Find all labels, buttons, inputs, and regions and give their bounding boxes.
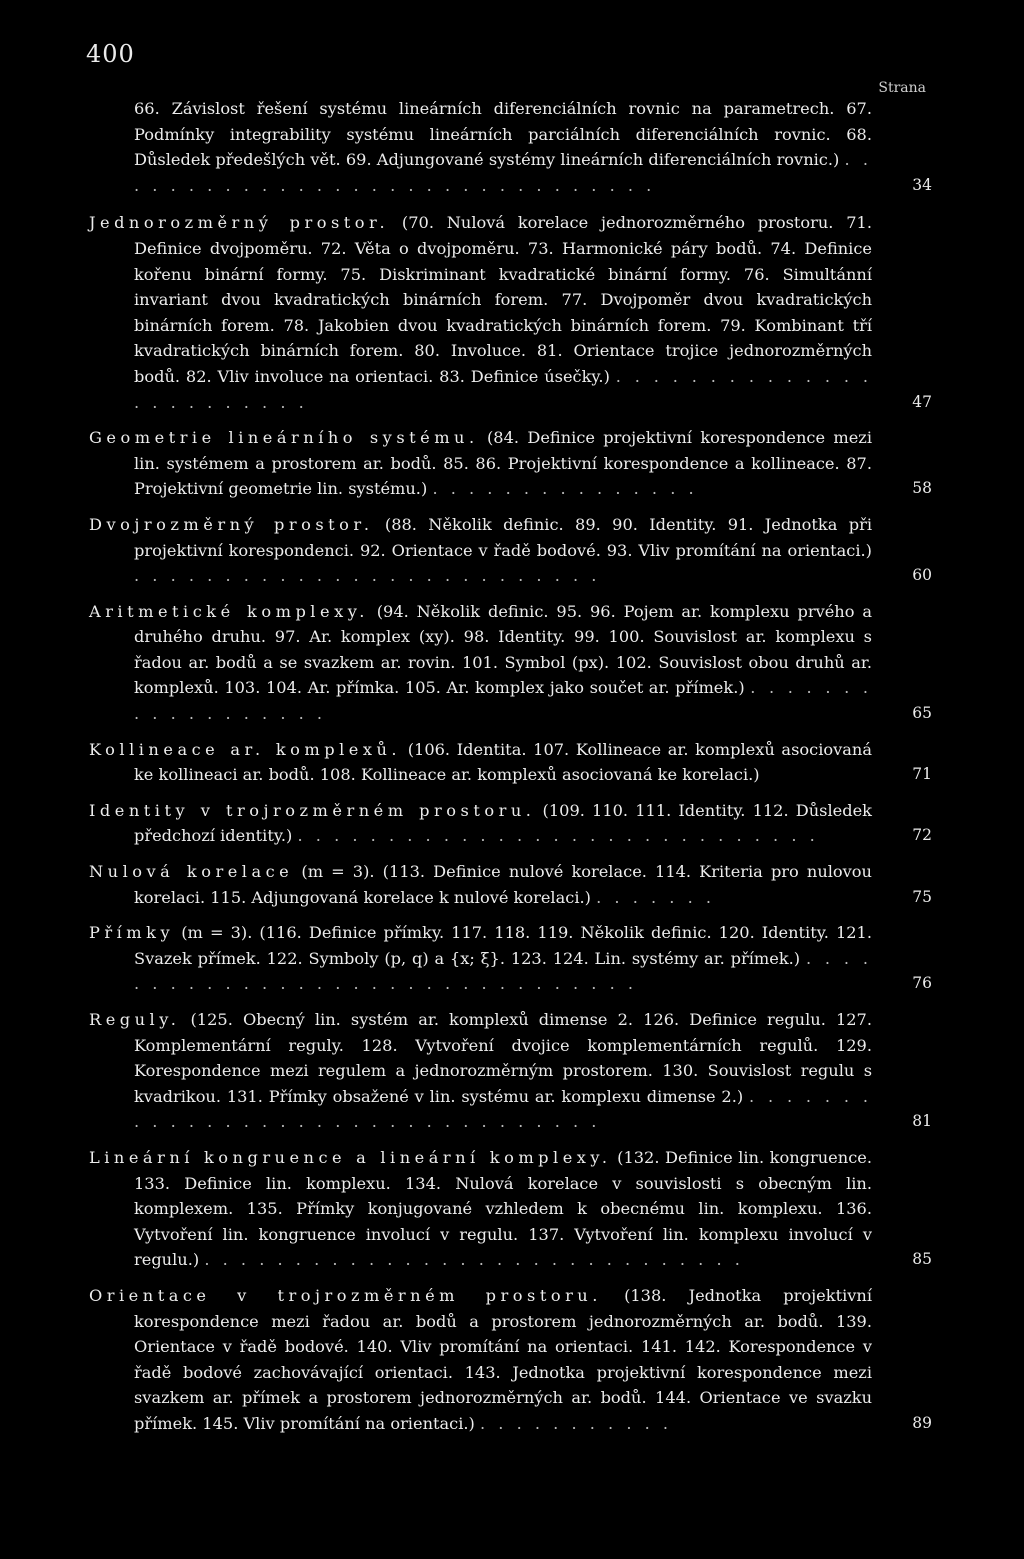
entry-page: 75 bbox=[912, 887, 932, 906]
entry-page: 72 bbox=[912, 826, 932, 845]
entry-page: 34 bbox=[912, 175, 932, 194]
toc-entry: Dvojrozměrný prostor. (88. Několik definic. 89. 90. Identity. 91. Jednotka při projektivní korespondenci. 92. Orientace v řadě bodové. 93. Vliv promítání na orientaci.) . . . . . . . . . . . . . . . . . . . . . . . . . . 60 bbox=[89, 512, 932, 589]
entry-text: (84. Definice projektivní korespondence mezi lin. systémem a prostorem ar. bodů. 85. 86. Projektivní korespondence a kollineace. 87. Projektivní geometrie lin. systému.) bbox=[134, 428, 873, 499]
toc-entry: Přímky (m = 3). (116. Definice přímky. 117. 118. 119. Několik definic. 120. Identity. 121. Svazek přímek. 122. Symboly (p, q) a {x; ξ}. 123. 124. Lin. systémy ar. přímek.) . . . . . . . . . . . . . . . . . . . . . . . . . . . . . . . . 76 bbox=[89, 920, 932, 997]
entry-page: 85 bbox=[912, 1250, 932, 1269]
entry-text: (70. Nulová korelace jednorozměrného prostoru. 71. Definice dvojpoměru. 72. Věta o dvojpoměru. 73. Harmonické páry bodů. 74. Definice kořenu binární formy. 75. Diskriminant kvadratické binární formy. 76. Simultánní invariant dvou kvadratických binárních forem. 77. Dvojpoměr dvou kvadratických binárních forem. 78. Jakobien dvou kvadratických binárních forem. 79. Kombinant tří kvadratických binárních forem. 80. Involuce. 81. Orientace trojice jednorozměrných bodů. 82. Vliv involuce na orientaci. 83. Definice úsečky.) bbox=[134, 213, 872, 386]
toc-entry bbox=[89, 737, 932, 788]
entry-heading: Geometrie lineárního systému. bbox=[89, 428, 479, 448]
toc-entry: Geometrie lineárního systému. (84. Definice projektivní korespondence mezi lin. systémem a prostorem ar. bodů. 85. 86. Projektivní korespondence a kollineace. 87. Projektivní geometrie lin. systému.) . . . . . . . . . . . . . . . 58 bbox=[89, 425, 932, 502]
entry-page: 60 bbox=[912, 566, 932, 585]
column-label: Strana bbox=[878, 80, 926, 96]
page-number: 400 bbox=[86, 40, 135, 68]
entry-heading: Přímky bbox=[89, 923, 175, 943]
entry-page: 65 bbox=[912, 704, 932, 723]
entry-heading: Reguly. bbox=[89, 1010, 181, 1029]
toc-entry: 66. Závislost řešení systému lineárních diferenciálních rovnic na parametrech. 67. Podmínky integrability systému lineárních parciálních diferenciálních rovnic. 68. Důsledek předešlých vět. 69. Adjungované systémy lineárních diferenciálních rovnic.) . . . . . . . . . . . . . . . . . . . . . . . . . . . . . . . 34 bbox=[89, 96, 932, 198]
entry-text: (m = 3). (116. Definice přímky. 117. 118. 119. Několik definic. 120. Identity. 121. Svazek přímek. 122. Symboly (p, q) a {x; ξ}. 123. 124. Lin. systémy ar. přímek.) bbox=[134, 923, 872, 968]
entry-page: 47 bbox=[912, 392, 932, 411]
entry-heading: Jednorozměrný prostor. bbox=[89, 213, 390, 233]
entry-page: 81 bbox=[912, 1112, 932, 1131]
toc-entry: Lineární kongruence a lineární komplexy. (132. Definice lin. kongruence. 133. Definice lin. komplexu. 134. Nulová korelace v souvislosti s obecným lin. komplexem. 135. Přímky konjugované vzhledem k obecnému lin. komplexu. 136. Vytvoření lin. kongruence involucí v regulu. 137. Vytvoření lin. komplexu involucí v regulu.) . . . . . . . . . . . . . . . . . . . . . . . . . . . . . . 85 bbox=[89, 1145, 932, 1273]
entry-heading: Lineární kongruence a lineární komplexy. bbox=[89, 1147, 612, 1167]
entry-text: 66. Závislost řešení systému lineárních diferenciálních rovnic na parametrech. 67. Podmínky integrability systému lineárních parciálních diferenciálních rovnic. 68. Důsledek předešlých vět. 69. Adjungované systémy lineárních diferenciálních rovnic.) bbox=[134, 99, 872, 170]
table-of-contents bbox=[89, 96, 932, 1447]
toc-entry: Identity v trojrozměrném prostoru. (109. 110. 111. Identity. 112. Důsledek předchozí identity.) . . . . . . . . . . . . . . . . . . . . . . . . . . . . . 72 bbox=[89, 798, 932, 849]
entry-heading: Kollineace ar. komplexů. bbox=[89, 739, 402, 759]
entry-text: (106. Identita. 107. Kollineace ar. komplexů asociovaná ke kollineaci ar. bodů. 108. Kollineace ar. komplexů asociovaná ke korelaci.) bbox=[134, 739, 872, 785]
entry-text: (m = 3). (113. Definice nulové korelace. 114. Kriteria pro nulovou korelaci. 115. Adjungovaná korelace k nulové korelaci.) bbox=[134, 862, 872, 907]
entry-text: (88. Několik definic. 89. 90. Identity. 91. Jednotka při projektivní korespondenci. 92. Orientace v řadě bodové. 93. Vliv promítání na orientaci.) bbox=[134, 514, 873, 560]
entry-page: 58 bbox=[912, 479, 932, 498]
toc-entry: Nulová korelace (m = 3). (113. Definice nulové korelace. 114. Kriteria pro nulovou korelaci. 115. Adjungovaná korelace k nulové korelaci.) . . . . . . . 75 bbox=[89, 859, 932, 910]
toc-entry: Orientace v trojrozměrném prostoru. (138. Jednotka projektivní korespondence mezi řadou ar. bodů a prostorem jednorozměrných ar. bodů. 139. Orientace v řadě bodové. 140. Vliv promítání na orientaci. 141. 142. Korespondence v řadě bodové zachovávající orientaci. 143. Jednotka projektivní korespondence mezi svazkem ar. přímek a prostorem jednorozměrných ar. bodů. 144. Orientace ve svazku přímek. 145. Vliv promítání na orientaci.) . . . . . . . . . . . 89 bbox=[89, 1283, 932, 1437]
entry-text: (109. 110. 111. Identity. 112. Důsledek předchozí identity.) bbox=[134, 800, 872, 846]
entry-heading: Aritmetické komplexy. bbox=[89, 601, 369, 621]
toc-entry: Aritmetické komplexy. (94. Několik definic. 95. 96. Pojem ar. komplexu prvého a druhého druhu. 97. Ar. komplex (xy). 98. Identity. 99. 100. Souvislost ar. komplexu s řadou ar. bodů a se svazkem ar. rovin. 101. Symbol (px). 102. Souvislost obou druhů ar. komplexů. 103. 104. Ar. přímka. 105. Ar. komplex jako součet ar. přímek.) . . . . . . . . . . . . . . . . . . 65 bbox=[89, 599, 932, 727]
entry-heading: Dvojrozměrný prostor. bbox=[89, 514, 374, 534]
entry-page: 71 bbox=[912, 765, 932, 784]
toc-entry: Reguly. (125. Obecný lin. systém ar. komplexů dimense 2. 126. Definice regulu. 127. Komplementární reguly. 128. Vytvoření dvojice komplementárních regulů. 129. Korespondence mezi regulem a jednorozměrným prostorem. 130. Souvislost regulu s kvadrikou. 131. Přímky obsažené v lin. systému ar. komplexu dimense 2.) . . . . . . . . . . . . . . . . . . . . . . . . . . . . . . . . . 81 bbox=[89, 1007, 932, 1135]
entry-page: 89 bbox=[912, 1413, 932, 1432]
entry-heading: Nulová korelace bbox=[89, 862, 294, 882]
entry-text: (132. Definice lin. kongruence. 133. Definice lin. komplexu. 134. Nulová korelace v souvislosti s obecným lin. komplexem. 135. Přímky konjugované vzhledem k obecnému lin. komplexu. 136. Vytvoření lin. kongruence involucí v regulu. 137. Vytvoření lin. komplexu involucí v regulu.) bbox=[134, 1147, 872, 1270]
entry-text: (125. Obecný lin. systém ar. komplexů dimense 2. 126. Definice regulu. 127. Komplementární reguly. 128. Vytvoření dvojice komplementárních regulů. 129. Korespondence mezi regulem a jednorozměrným prostorem. 130. Souvislost regulu s kvadrikou. 131. Přímky obsažené v lin. systému ar. komplexu dimense 2.) bbox=[134, 1010, 872, 1106]
entry-heading: Identity v trojrozměrném prostoru. bbox=[89, 800, 536, 820]
entry-text: (138. Jednotka projektivní korespondence mezi řadou ar. bodů a prostorem jednorozměrných ar. bodů. 139. Orientace v řadě bodové. 140. Vliv promítání na orientaci. 141. 142. Korespondence v řadě bodové zachovávající orientaci. 143. Jednotka projektivní korespondence mezi svazkem ar. přímek a prostorem jednorozměrných ar. bodů. 144. Orientace ve svazku přímek. 145. Vliv promítání na orientaci.) bbox=[134, 1285, 872, 1433]
entry-heading: Orientace v trojrozměrném prostoru. bbox=[89, 1285, 602, 1305]
toc-entry: Jednorozměrný prostor. (70. Nulová korelace jednorozměrného prostoru. 71. Definice dvojpoměru. 72. Věta o dvojpoměru. 73. Harmonické páry bodů. 74. Definice kořenu binární formy. 75. Diskriminant kvadratické binární formy. 76. Simultánní invariant dvou kvadratických binárních forem. 77. Dvojpoměr dvou kvadratických binárních forem. 78. Jakobien dvou kvadratických binárních forem. 79. Kombinant tří kvadratických binárních forem. 80. Involuce. 81. Orientace trojice jednorozměrných bodů. 82. Vliv involuce na orientaci. 83. Definice úsečky.) . . . . . . . . . . . . . . . . . . . . . . . . 47 bbox=[89, 210, 932, 415]
entry-page: 76 bbox=[912, 974, 932, 993]
entry-text: (94. Několik definic. 95. 96. Pojem ar. komplexu prvého a druhého druhu. 97. Ar. komplex (xy). 98. Identity. 99. 100. Souvislost ar. komplexu s řadou ar. bodů a se svazkem ar. rovin. 101. Symbol (px). 102. Souvislost obou druhů ar. komplexů. 103. 104. Ar. přímka. 105. Ar. komplex jako součet ar. přímek.) bbox=[134, 601, 872, 698]
